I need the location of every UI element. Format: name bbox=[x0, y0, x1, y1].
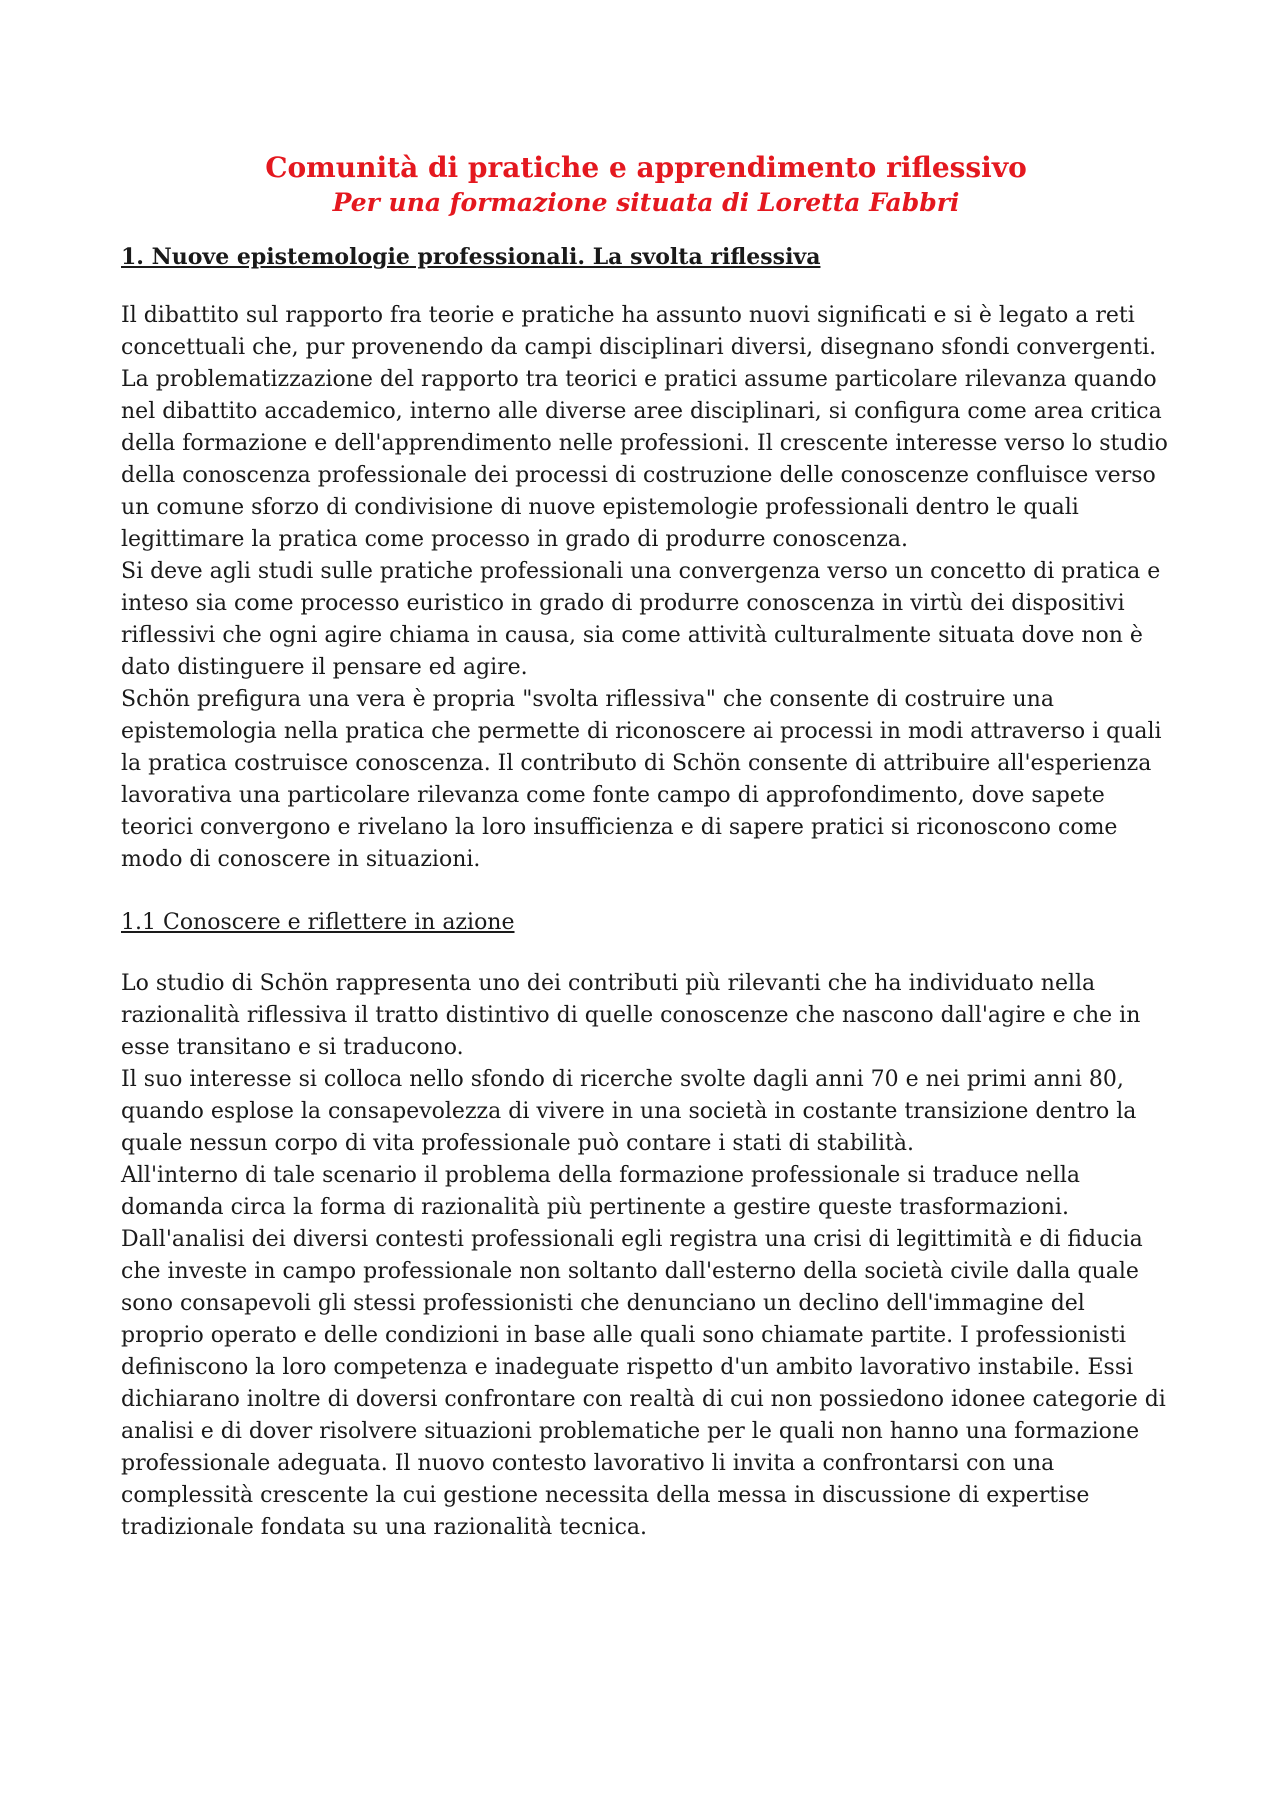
paragraph: Si deve agli studi sulle pratiche professionali una convergenza verso un concetto di pratica e inteso sia come processo euristico in grado di produrre conoscenza in virtù dei dispositivi riflessivi che ogni agire chiama in causa, sia come attività culturalmente situata dove non è dato distinguere il pensare ed agire. bbox=[121, 559, 1161, 680]
paragraph: Il suo interesse si colloca nello sfondo di ricerche svolte dagli anni 70 e nei primi anni 80, quando esplose la consapevolezza di vivere in una società in costante transizione dentro la quale nessun corpo di vita professionale può contare i stati di stabilità. bbox=[121, 1067, 1137, 1156]
paragraph: All'interno di tale scenario il problema della formazione professionale si traduce nella domanda circa la forma di razionalità più pertinente a gestire queste trasformazioni. bbox=[121, 1163, 1081, 1220]
paragraph: Il dibattito sul rapporto fra teorie e pratiche ha assunto nuovi significati e si è legato a reti concettuali che, pur provenendo da campi disciplinari diversi, disegnano sfondi convergenti. bbox=[121, 303, 1157, 360]
paragraph: Lo studio di Schön rappresenta uno dei contributi più rilevanti che ha individuato nella razionalità riflessiva il tratto distintivo di quelle conoscenze che nascono dall'agire e che in esse transitano e si traducono. bbox=[121, 971, 1141, 1060]
paragraph: Dall'analisi dei diversi contesti professionali egli registra una crisi di legittimità e di fiducia che investe in campo professionale non soltanto dall'esterno della società civile dalla quale sono consapevoli gli stessi professionisti che denunciano un declino dell'immagine del proprio operato e delle condizioni in base alle quali sono chiamate partite. I professionisti definiscono la loro competenza e inadeguate rispetto d'un ambito lavorativo instabile. Essi dichiarano inoltre di doversi confrontare con realtà di cui non possiedono idonee categorie di analisi e di dover risolvere situazioni problematiche per le quali non hanno una formazione professionale adeguata. Il nuovo contesto lavorativo li invita a confrontarsi con una complessità crescente la cui gestione necessita della messa in discussione di expertise tradizionale fondata su una razionalità tecnica. bbox=[121, 1227, 1166, 1540]
document-subtitle: Per una formazione situata di Loretta Fabbri bbox=[332, 188, 960, 217]
document-title: Comunità di pratiche e apprendimento riflessivo bbox=[265, 151, 1027, 184]
paragraph: La problematizzazione del rapporto tra teorici e pratici assume particolare rilevanza quando nel dibattito accademico, interno alle diverse aree disciplinari, si configura come area critica della formazione e dell'apprendimento nelle professioni. Il crescente interesse verso lo studio della conoscenza professionale dei processi di costruzione delle conoscenze confluisce verso un comune sforzo di condivisione di nuove epistemologie professionali dentro le quali legittimare la pratica come processo in grado di produrre conoscenza. bbox=[121, 367, 1168, 552]
section-heading-1-1: 1.1 Conoscere e riflettere in azione bbox=[121, 910, 515, 935]
section-heading-1: 1. Nuove epistemologie professionali. La svolta riflessiva bbox=[121, 244, 821, 270]
paragraph: Schön prefigura una vera è propria "svolta riflessiva" che consente di costruire una epistemologia nella pratica che permette di riconoscere ai processi in modi attraverso i quali la pratica costruisce conoscenza. Il contributo di Schön consente di attribuire all'esperienza lavorativa una particolare rilevanza come fonte campo di approfondimento, dove sapete teorici convergono e rivelano la loro insufficienza e di sapere pratici si riconoscono come modo di conoscere in situazioni. bbox=[121, 687, 1162, 872]
document-page bbox=[121, 150, 1171, 1544]
